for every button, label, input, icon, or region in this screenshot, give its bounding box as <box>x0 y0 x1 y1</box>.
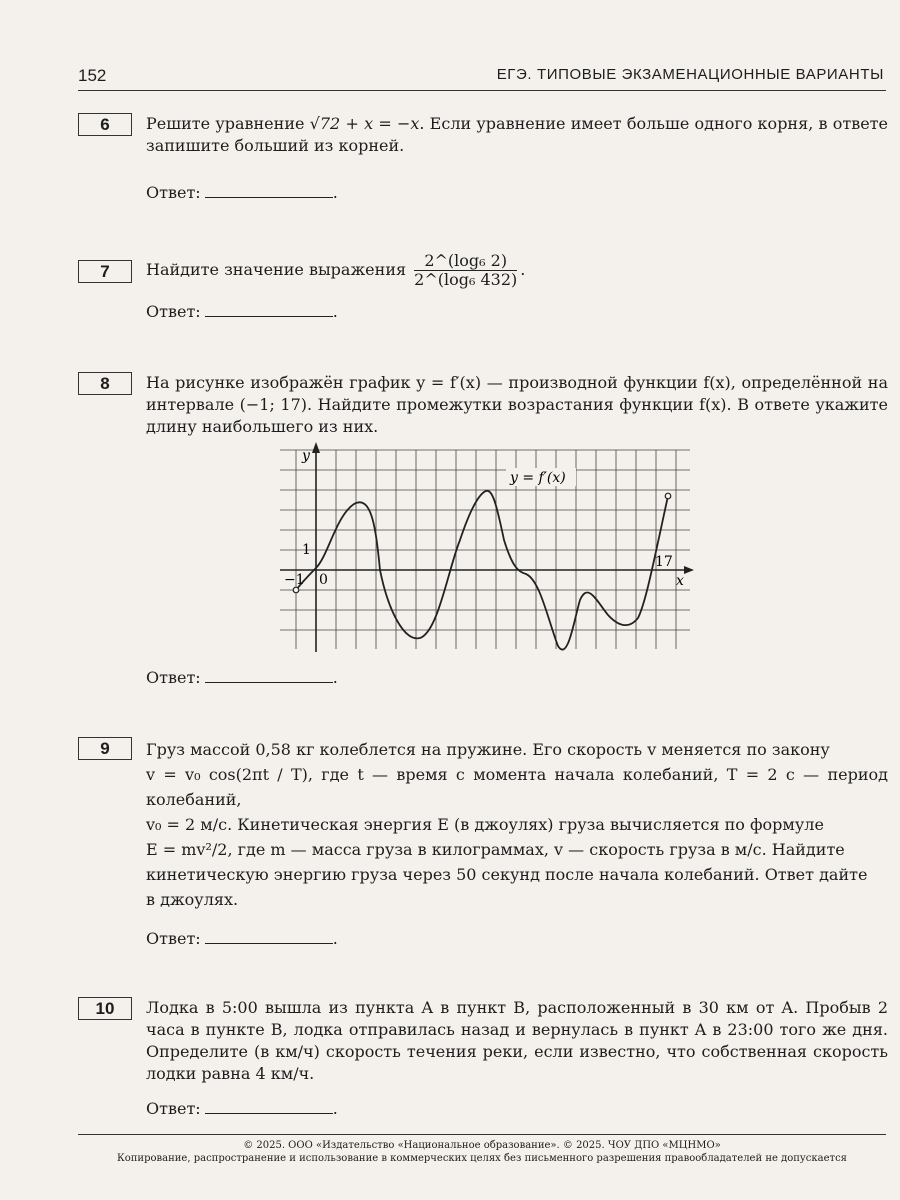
answer-row: Ответ: . <box>146 1099 338 1118</box>
answer-field[interactable] <box>205 302 333 317</box>
page-header <box>78 60 886 91</box>
task-text-line: v = v₀ cos(2πt / T), где t — время с момента начала колебаний, T = 2 с — период колебаний, <box>146 765 888 809</box>
header-title: ЕГЭ. ТИПОВЫЕ ЭКЗАМЕНАЦИОННЫЕ ВАРИАНТЫ <box>496 66 884 83</box>
answer-row: Ответ: . <box>146 183 338 202</box>
x-axis-arrow <box>684 566 694 574</box>
answer-field[interactable] <box>205 929 333 944</box>
task-number: 8 <box>78 372 132 395</box>
y-tick-1: 1 <box>302 542 311 558</box>
footer-line: © 2025. ООО «Издательство «Национальное образование». © 2025. ЧОУ ДПО «МЦНМО» <box>243 1140 721 1151</box>
answer-label: Ответ: <box>146 1099 201 1118</box>
task-number: 10 <box>78 997 132 1020</box>
grid <box>280 450 690 649</box>
origin-label: 0 <box>319 572 328 588</box>
answer-row: Ответ: . <box>146 929 338 948</box>
curve-label: y = f′(x) <box>510 470 566 486</box>
task-text <box>146 113 888 157</box>
task-text-part: . <box>520 260 526 279</box>
answer-field[interactable] <box>205 183 333 198</box>
equation: √72 + x = −x <box>309 114 420 133</box>
answer-label: Ответ: <box>146 668 201 687</box>
task-text-part: . Если уравнение имеет больше одного корня, в ответе запишите больший из корней. <box>146 114 888 155</box>
y-axis-label: y <box>302 448 310 464</box>
answer-label: Ответ: <box>146 929 201 948</box>
derivative-graph <box>280 440 700 655</box>
open-endpoint-left <box>293 587 299 593</box>
task-text: Лодка в 5:00 вышла из пункта A в пункт B, расположенный в 30 км от A. Пробыв 2 часа в пункте B, лодка отправилась назад и вернулась в пункт A в 23:00 того же дня. Определите (в км/ч) скорость течения реки, если известно, что собственная скорость лодки равна 4 км/ч. <box>146 998 888 1083</box>
fraction-denominator: 2^(log₆ 432) <box>414 270 518 289</box>
task-text-line: кинетическую энергию груза через 50 секунд после начала колебаний. Ответ дайте <box>146 865 868 884</box>
task-number: 7 <box>78 260 132 283</box>
task-number: 6 <box>78 113 132 136</box>
task-text <box>146 737 888 912</box>
task-text-line: v₀ = 2 м/с. Кинетическая энергия E (в джоулях) груза вычисляется по формуле <box>146 815 824 834</box>
task-text-part: Найдите значение выражения <box>146 260 412 279</box>
fraction <box>414 252 517 289</box>
task-number: 9 <box>78 737 132 760</box>
answer-field[interactable] <box>205 668 333 683</box>
answer-row: Ответ: . <box>146 668 338 687</box>
answer-label: Ответ: <box>146 183 201 202</box>
answer-label: Ответ: <box>146 302 201 321</box>
task-text-line: Груз массой 0,58 кг колеблется на пружине. Его скорость v меняется по закону <box>146 740 830 759</box>
x-axis-label: x <box>676 573 684 589</box>
task-text <box>146 252 888 289</box>
fraction-numerator: 2^(log₆ 2) <box>414 252 517 271</box>
footer-line: Копирование, распространение и использование в коммерческих целях без письменного разрешения правообладателей не допускается <box>117 1153 847 1164</box>
task-text-part: Решите уравнение <box>146 114 310 133</box>
task-text: На рисунке изображён график y = f′(x) — производной функции f(x), определённой на интервале (−1; 17). Найдите промежутки возрастания функции f(x). В ответе укажите длину наибольшего из них. <box>146 373 888 436</box>
open-endpoint-right <box>665 493 671 499</box>
answer-field[interactable] <box>205 1099 333 1114</box>
x-tick-neg1: −1 <box>284 572 305 588</box>
answer-row: Ответ: . <box>146 302 338 321</box>
page-number: 152 <box>78 66 107 85</box>
copyright-footer <box>78 1134 886 1165</box>
x-tick-17: 17 <box>655 554 673 570</box>
task-text-line: в джоулях. <box>146 890 239 909</box>
task-text-line: E = mv²/2, где m — масса груза в килограммах, v — скорость груза в м/с. Найдите <box>146 840 845 859</box>
y-axis-arrow <box>312 442 320 453</box>
